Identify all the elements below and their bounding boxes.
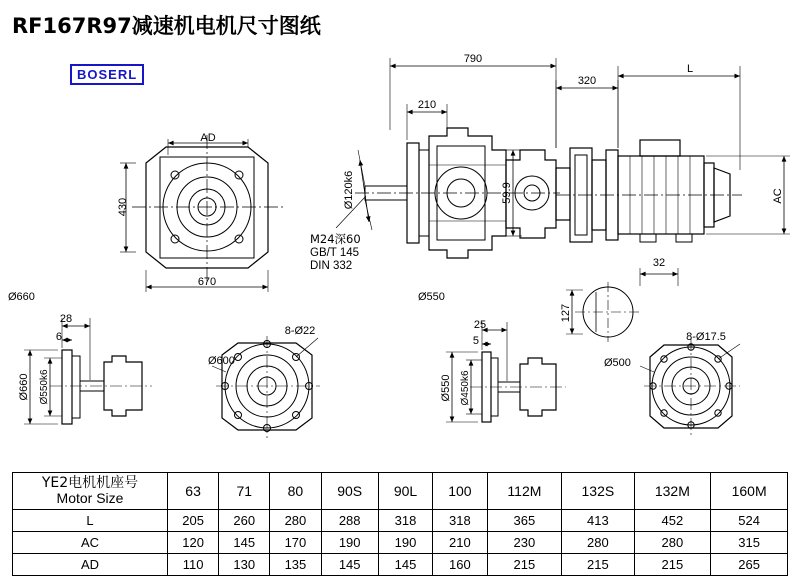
table-size-cell: 100 (433, 473, 487, 510)
table-header-label-cn: YE2电机机座号 (41, 475, 139, 492)
table-cell: 215 (487, 554, 562, 576)
dim-ac-right: AC (772, 188, 784, 204)
dim-600: Ø600 (208, 355, 235, 367)
table-cell: 145 (219, 532, 270, 554)
table-size-cell: 112M (487, 473, 562, 510)
table-cell: 190 (321, 532, 378, 554)
note-m24: M24深60 (310, 232, 361, 246)
table-header-row (13, 473, 788, 510)
motor-size-table (12, 472, 788, 576)
table-cell: 110 (168, 554, 219, 576)
dim-59-9: 59.9 (501, 182, 513, 204)
table-size-cell: 132M (634, 473, 711, 510)
table-cell: 160 (433, 554, 487, 576)
table-cell: 230 (487, 532, 562, 554)
row-label: AD (13, 554, 168, 576)
dim-d120k6: Ø120k6 (343, 170, 355, 210)
table-cell: 288 (321, 510, 378, 532)
table-row (13, 510, 788, 532)
table-cell: 130 (219, 554, 270, 576)
table-cell: 190 (378, 532, 432, 554)
table-header-label (13, 473, 168, 510)
row-label: AC (13, 532, 168, 554)
note-din: DIN 332 (310, 260, 353, 272)
table-cell: 524 (711, 510, 788, 532)
table-cell: 318 (433, 510, 487, 532)
page-title: RF167R97减速机电机尺寸图纸 (12, 14, 321, 38)
table-cell: 120 (168, 532, 219, 554)
dim-550-mid: Ø550 (418, 291, 445, 303)
table-cell: 145 (378, 554, 432, 576)
dim-210: 210 (417, 99, 437, 111)
table-cell: 280 (634, 532, 711, 554)
table-size-cell: 90S (321, 473, 378, 510)
dim-790: 790 (463, 53, 483, 65)
table-cell: 452 (634, 510, 711, 532)
table-cell: 280 (270, 510, 321, 532)
dim-660: Ø660 (18, 373, 30, 401)
table-cell: 205 (168, 510, 219, 532)
dim-500: Ø500 (604, 357, 631, 369)
dim-550: Ø550 (440, 374, 452, 402)
table-cell: 280 (562, 532, 634, 554)
dim-25: 25 (473, 319, 487, 331)
row-label: L (13, 510, 168, 532)
table-cell: 215 (634, 554, 711, 576)
table-header-label-en: Motor Size (56, 490, 124, 506)
table-size-cell: 132S (562, 473, 634, 510)
table-size-cell: 63 (168, 473, 219, 510)
table-cell: 170 (270, 532, 321, 554)
dim-320: 320 (577, 75, 597, 87)
table-cell: 265 (711, 554, 788, 576)
table-cell: 215 (562, 554, 634, 576)
table-row (13, 554, 788, 576)
brand-logo: BOSERL (70, 64, 144, 85)
dim-430: 430 (117, 197, 129, 217)
table-cell: 413 (562, 510, 634, 532)
dim-holes-17-5: 8-Ø17.5 (686, 331, 726, 343)
table-size-cell: 160M (711, 473, 788, 510)
table-size-cell: 80 (270, 473, 321, 510)
dim-l-top: L (686, 63, 694, 75)
table-cell: 210 (433, 532, 487, 554)
dim-670: 670 (197, 276, 217, 288)
dim-ad-top: AD (200, 132, 216, 144)
dim-6: 6 (55, 331, 62, 343)
table-cell: 145 (321, 554, 378, 576)
dim-660-left: Ø660 (8, 291, 35, 303)
dim-32: 32 (652, 257, 666, 269)
table-size-cell: 90L (378, 473, 432, 510)
note-gb: GB/T 145 (310, 247, 360, 259)
table-cell: 365 (487, 510, 562, 532)
dim-28: 28 (59, 313, 73, 325)
dim-550k6: Ø550k6 (39, 369, 50, 405)
dim-450k6: Ø450k6 (460, 370, 471, 406)
dim-127: 127 (560, 303, 572, 323)
table-cell: 315 (711, 532, 788, 554)
table-cell: 135 (270, 554, 321, 576)
table-size-cell: 71 (219, 473, 270, 510)
dim-holes-22: 8-Ø22 (284, 325, 316, 337)
table-cell: 318 (378, 510, 432, 532)
dim-5: 5 (472, 335, 479, 347)
table-row (13, 532, 788, 554)
table-cell: 260 (219, 510, 270, 532)
